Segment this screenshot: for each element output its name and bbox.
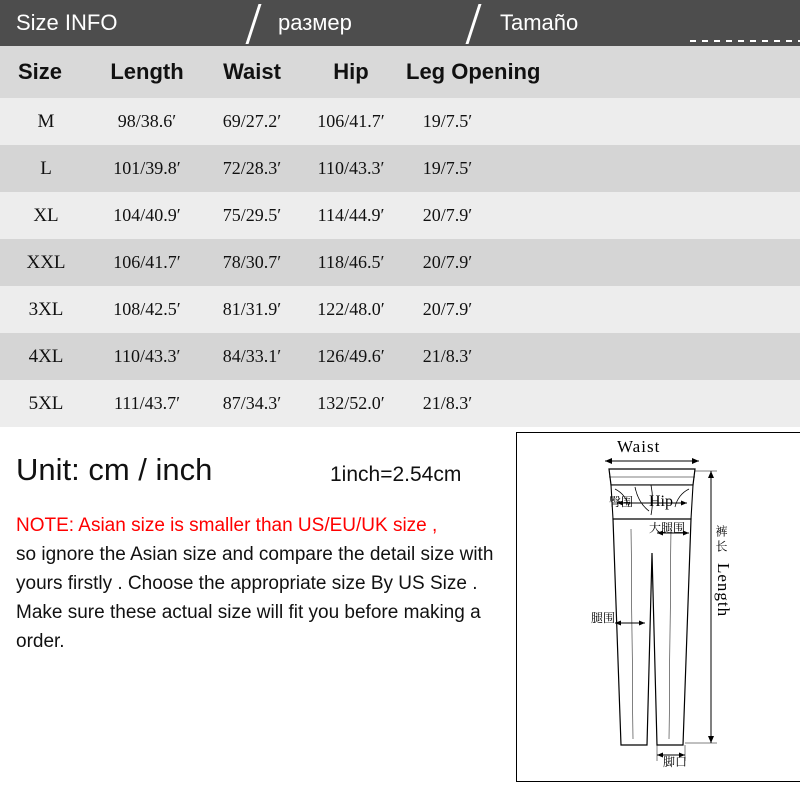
cell-leg-opening: 21/8.3′ xyxy=(400,333,495,380)
cell-length: 111/43.7′ xyxy=(92,380,202,427)
header-segment-russian: размер xyxy=(278,10,352,35)
cell-spacer xyxy=(495,145,800,192)
cell-hip: 106/41.7′ xyxy=(302,98,400,145)
diagram-label-length: Length xyxy=(714,563,733,618)
cell-length: 108/42.5′ xyxy=(92,286,202,333)
cell-length: 104/40.9′ xyxy=(92,192,202,239)
table-row xyxy=(0,333,800,380)
cell-spacer xyxy=(495,380,800,427)
table-row xyxy=(0,239,800,286)
cell-waist: 69/27.2′ xyxy=(202,98,302,145)
table-header-row xyxy=(0,46,800,98)
cell-size: 3XL xyxy=(0,286,92,333)
cell-spacer xyxy=(495,98,800,145)
column-header-size: Size xyxy=(0,46,92,98)
column-header-leg-opening: Leg Opening xyxy=(400,46,800,98)
diagram-label-thigh-cn: 腿围 xyxy=(591,611,616,625)
diagram-label-waist: Waist xyxy=(617,437,661,456)
cell-leg-opening: 20/7.9′ xyxy=(400,192,495,239)
cell-hip: 118/46.5′ xyxy=(302,239,400,286)
cell-spacer xyxy=(495,192,800,239)
diagram-label-thigh-top-cn: 大腿围 xyxy=(649,521,686,535)
cell-hip: 114/44.9′ xyxy=(302,192,400,239)
cell-size: M xyxy=(0,98,92,145)
cell-waist: 72/28.3′ xyxy=(202,145,302,192)
cell-spacer xyxy=(495,239,800,286)
header-segment-spanish: Tamaño xyxy=(500,10,579,35)
cell-size: L xyxy=(0,145,92,192)
header-divider-slash-1 xyxy=(246,4,262,44)
table-row xyxy=(0,145,800,192)
cell-hip: 110/43.3′ xyxy=(302,145,400,192)
cell-leg-opening: 19/7.5′ xyxy=(400,98,495,145)
cell-size: XL xyxy=(0,192,92,239)
cell-waist: 78/30.7′ xyxy=(202,239,302,286)
cell-waist: 87/34.3′ xyxy=(202,380,302,427)
cell-leg-opening: 20/7.9′ xyxy=(400,239,495,286)
size-table xyxy=(0,46,800,427)
diagram-label-hip-cn: 臀围 xyxy=(609,495,634,509)
table-row xyxy=(0,98,800,145)
cell-leg-opening: 20/7.9′ xyxy=(400,286,495,333)
cell-length: 110/43.3′ xyxy=(92,333,202,380)
cell-waist: 84/33.1′ xyxy=(202,333,302,380)
cell-length: 98/38.6′ xyxy=(92,98,202,145)
table-row xyxy=(0,380,800,427)
table-row xyxy=(0,192,800,239)
cell-size: XXL xyxy=(0,239,92,286)
unit-conversion-label: 1inch=2.54cm xyxy=(330,463,462,486)
cell-size: 4XL xyxy=(0,333,92,380)
cell-length: 106/41.7′ xyxy=(92,239,202,286)
cell-leg-opening: 21/8.3′ xyxy=(400,380,495,427)
header-dashed-line xyxy=(690,40,800,42)
column-header-hip: Hip xyxy=(302,46,400,98)
unit-label: Unit: cm / inch xyxy=(16,452,213,487)
diagram-label-length-cn: 裤 长 xyxy=(714,525,728,552)
cell-hip: 122/48.0′ xyxy=(302,286,400,333)
header-segment-english: Size INFO xyxy=(16,10,118,35)
cell-length: 101/39.8′ xyxy=(92,145,202,192)
note-body: so ignore the Asian size and compare the detail size with yours firstly . Choose the appropriate size By US Size . Make sure these actual size will fit you before making a order. xyxy=(16,544,494,652)
pants-measurement-diagram xyxy=(516,432,800,782)
column-header-length: Length xyxy=(92,46,202,98)
note-warning: NOTE: Asian size is smaller than US/EU/UK size , xyxy=(16,515,438,536)
cell-hip: 126/49.6′ xyxy=(302,333,400,380)
cell-spacer xyxy=(495,286,800,333)
cell-waist: 75/29.5′ xyxy=(202,192,302,239)
header-divider-slash-2 xyxy=(466,4,482,44)
cell-leg-opening: 19/7.5′ xyxy=(400,145,495,192)
cell-waist: 81/31.9′ xyxy=(202,286,302,333)
cell-hip: 132/52.0′ xyxy=(302,380,400,427)
table-row xyxy=(0,286,800,333)
diagram-label-hip: Hip xyxy=(649,493,673,510)
header-bar xyxy=(0,0,800,46)
column-header-waist: Waist xyxy=(202,46,302,98)
pants-outline-svg xyxy=(517,433,799,779)
cell-spacer xyxy=(495,333,800,380)
diagram-label-foot-opening-cn: 脚口 xyxy=(663,755,688,769)
cell-size: 5XL xyxy=(0,380,92,427)
